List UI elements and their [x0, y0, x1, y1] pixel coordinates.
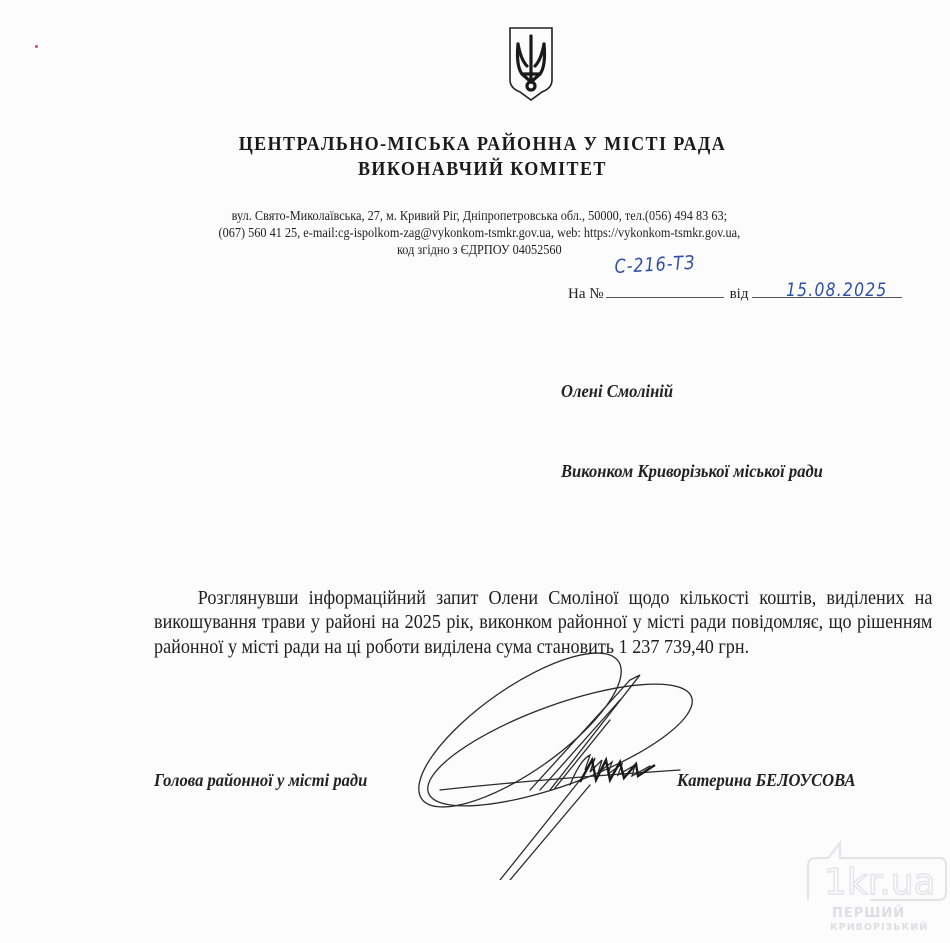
- handwritten-reference-number: С-216-ТЗ: [614, 251, 696, 278]
- contacts-edrpou: код згідно з ЄДРПОУ 04052560: [396, 242, 562, 257]
- contacts-address: вул. Свято-Миколаївська, 27, м. Кривий Ріг, Дніпропетровська обл., 50000, тел.(056) 494 83 63;: [231, 208, 728, 223]
- recipient-name: Олені Смоліній: [561, 381, 674, 401]
- trident-coat-of-arms-icon: [508, 26, 554, 102]
- signatory-name: Катерина БЕЛОУСОВА: [677, 770, 856, 790]
- contacts-email-web: (067) 560 41 25, e-mail:cg-ispolkom-zag@vykonkom-tsmkr.gov.ua, web: https://vykonkom-tsmkr.gov.ua,: [218, 225, 741, 240]
- recipient-organization: Виконком Криворізької міської ради: [561, 461, 823, 481]
- watermark-line1: ПЕРШИЙ: [832, 906, 906, 921]
- watermark-line2: КРИВОРІЗЬКИЙ: [830, 922, 929, 933]
- signatory-position: Голова районної у місті ради: [154, 770, 368, 790]
- reference-label: На №: [568, 286, 604, 302]
- reference-blank: [606, 283, 724, 298]
- from-label: від: [729, 286, 749, 302]
- letter-body: Розглянувши інформаційний запит Олени Смоліної щодо кількості коштів, виділених на викошування трави у районі на 2025 рік, виконком районної у місті ради повідомляє, що рішенням районної у місті ради на ці роботи виділена сума становить 1 237 739,40 грн.: [154, 588, 933, 658]
- handwritten-date: 15.08.2025: [786, 279, 888, 301]
- watermark-logo-text: 1kr.ua: [824, 862, 936, 903]
- organization-title: ЦЕНТРАЛЬНО-МІСЬКА РАЙОННА У МІСТІ РАДА: [238, 133, 727, 155]
- organization-subtitle: ВИКОНАВЧИЙ КОМІТЕТ: [357, 158, 607, 180]
- handwritten-signature: [380, 640, 700, 880]
- ink-speck: [35, 45, 38, 48]
